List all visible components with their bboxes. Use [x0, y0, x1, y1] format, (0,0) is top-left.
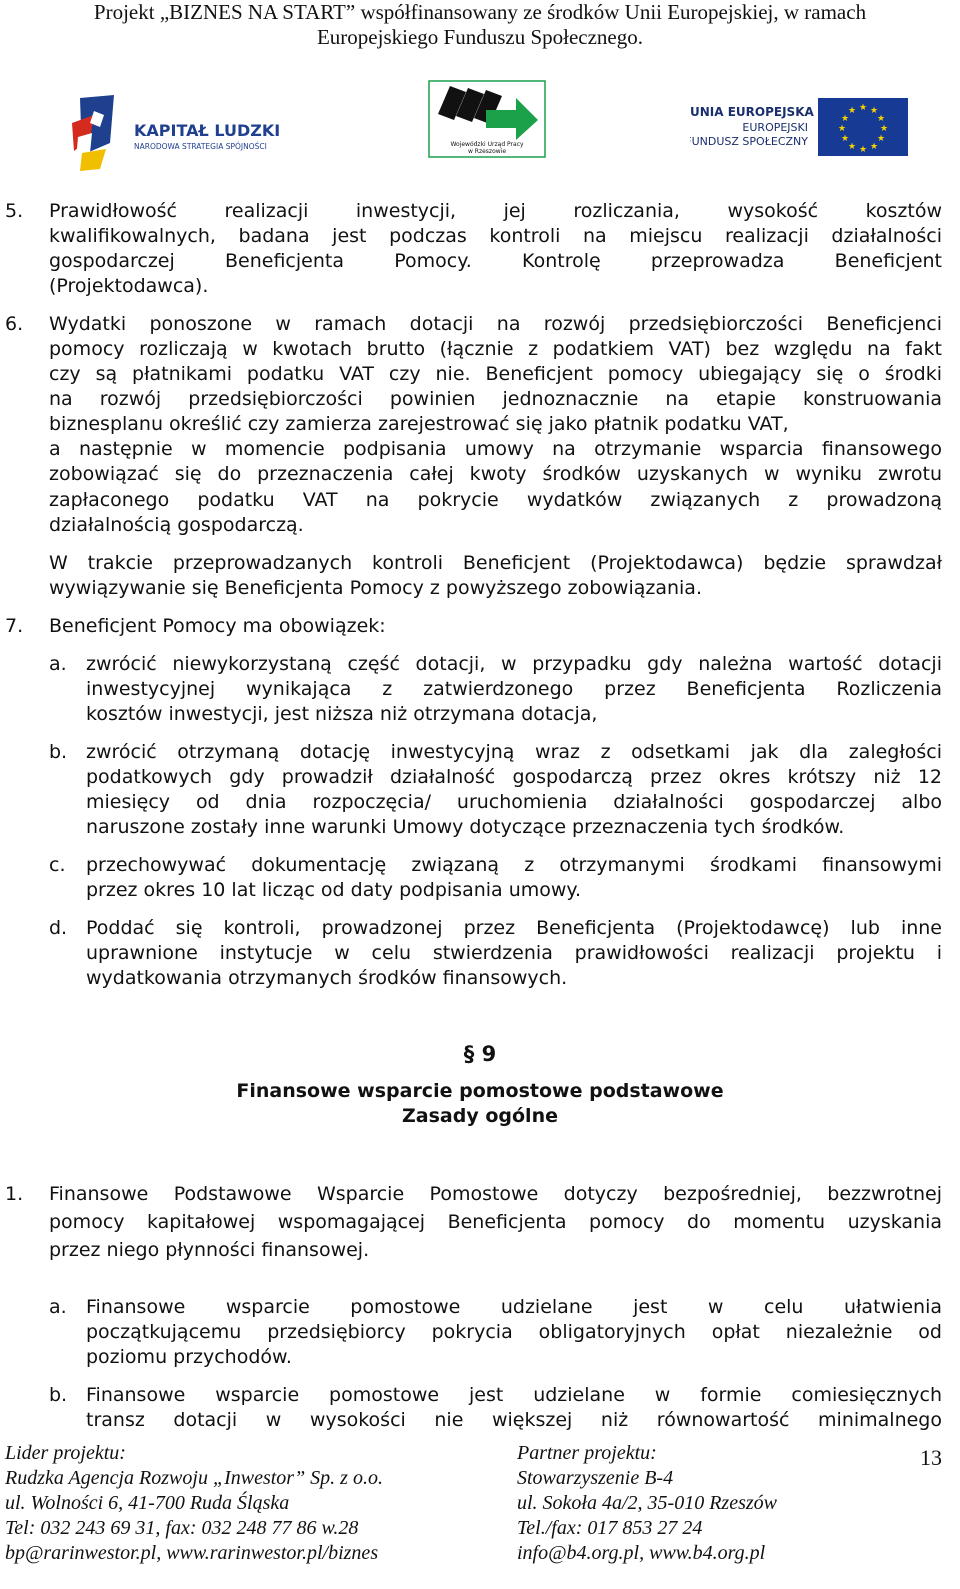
page-number: 13	[920, 1445, 942, 1470]
item-6-line-3: czy są płatnikami podatku VAT czy nie. Beneficjent pomocy ubiegający się o środki	[49, 363, 942, 385]
wup-logo-text-1: Wojewódzki Urząd Pracy	[450, 141, 524, 148]
s9-item-a-line-2: początkującemu przedsiębiorcy pokrycia obligatoryjnych opłat niezależnie od	[86, 1321, 942, 1343]
eu-logo	[690, 98, 920, 158]
s9-item-b-letter: b.	[49, 1384, 68, 1406]
footer-left-line-3: ul. Wolności 6, 41-700 Ruda Śląska	[5, 1492, 290, 1514]
s9-item-1-line-2: pomocy kapitałowej wspomagającej Beneficjenta pomocy do momentu uzyskania	[49, 1211, 942, 1233]
section-mark: § 9	[463, 1042, 497, 1066]
svg-text:★: ★	[858, 145, 868, 155]
item-5-line-3: gospodarczej Beneficjenta Pomocy. Kontrolę przeprowadza Beneficjent	[49, 250, 942, 272]
item-6-number: 6.	[5, 313, 24, 335]
item-7d-line-1: Poddać się kontroli, prowadzonej przez Beneficjenta (Projektodawcę) lub inne	[86, 917, 942, 939]
item-6-line-8: zapłaconego podatku VAT na pokrycie wydatków związanych z prowadzoną	[49, 489, 942, 511]
item-5-line-2: kwalifikowalnych, badana jest podczas kontroli na miejscu realizacji działalności	[49, 225, 942, 247]
footer-right-line-1: Partner projektu:	[517, 1442, 657, 1464]
svg-text:★: ★	[847, 142, 857, 152]
footer-right-line-4: Tel./fax: 017 853 27 24	[517, 1517, 703, 1539]
s9-item-1-line-1: Finansowe Podstawowe Wsparcie Pomostowe dotyczy bezpośredniej, bezzwrotnej	[49, 1183, 942, 1205]
item-7b-line-1: zwrócić otrzymaną dotację inwestycyjną wraz z odsetkami jak dla zaległości	[86, 741, 942, 763]
item-7a-line-2: inwestycyjnej wynikająca z zatwierdzonego przez Beneficjenta Rozliczenia	[86, 678, 942, 700]
footer-right	[517, 1441, 777, 1566]
ue-logo-line-2: EUROPEJSKI	[742, 121, 808, 134]
item-6-note-line-2: wywiązywanie się Beneficjenta Pomocy z powyższego zobowiązania.	[49, 577, 702, 599]
svg-text:★: ★	[840, 114, 850, 124]
s9-item-a-line-1: Finansowe wsparcie pomostowe udzielane jest w celu ułatwienia	[86, 1296, 942, 1318]
wup-rzeszow-logo	[428, 80, 553, 160]
footer-left-line-1: Lider projektu:	[5, 1442, 126, 1464]
item-7b-line-3: miesięcy od dnia rozpoczęcia/ uruchomienia działalności gospodarczej albo	[86, 791, 942, 813]
kl-logo-title: KAPITAŁ LUDZKI	[134, 121, 281, 140]
footer-left	[5, 1441, 383, 1566]
item-7a-letter: a.	[49, 653, 67, 675]
item-6-line-4: na rozwój przedsiębiorczości powinien jednoznacznie na etapie konstruowania	[49, 388, 942, 410]
wup-logo-text-2: w Rzeszowie	[467, 148, 507, 155]
section-title-1: Finansowe wsparcie pomostowe podstawowe	[236, 1080, 724, 1102]
svg-text:★: ★	[858, 103, 868, 113]
s9-item-b-line-1: Finansowe wsparcie pomostowe jest udzielane w formie comiesięcznych	[86, 1384, 942, 1406]
item-6-line-6: a następnie w momencie podpisania umowy na otrzymanie wsparcia finansowego	[49, 438, 942, 460]
item-5-line-1: Prawidłowość realizacji inwestycji, jej rozliczania, wysokość kosztów	[49, 200, 942, 222]
kapital-ludzki-logo	[70, 93, 310, 173]
s9-item-1-line-3: przez niego płynności finansowej.	[49, 1239, 370, 1261]
item-7d-line-2: uprawnione instytucje w celu stwierdzenia prawidłowości realizacji projektu i	[86, 942, 942, 964]
svg-text:★: ★	[847, 106, 857, 116]
header-line-1: Projekt „BIZNES NA START” współfinansowany ze środków Unii Europejskiej, w ramach	[93, 0, 867, 24]
svg-text:★: ★	[879, 124, 889, 134]
svg-text:★: ★	[876, 114, 886, 124]
item-6-line-5: biznesplanu określić czy zamierza zarejestrować się jako płatnik podatku VAT,	[49, 413, 789, 435]
item-5-number: 5.	[5, 200, 24, 222]
footer-left-line-5: bp@rarinwestor.pl, www.rarinwestor.pl/biznes	[5, 1542, 379, 1564]
item-6-line-9: działalnością gospodarczą.	[49, 514, 304, 536]
svg-text:★: ★	[876, 134, 886, 144]
svg-text:★: ★	[840, 134, 850, 144]
s9-item-b-line-2: transz dotacji w wysokości nie większej niż równowartość minimalnego	[86, 1409, 942, 1431]
footer-left-line-2: Rudzka Agencja Rozwoju „Inwestor” Sp. z o.o.	[5, 1467, 383, 1489]
header-line-2: Europejskiego Funduszu Społecznego.	[316, 25, 644, 49]
item-7c-line-1: przechowywać dokumentację związaną z otrzymanymi środkami finansowymi	[86, 854, 942, 876]
footer-left-line-4: Tel: 032 243 69 31, fax: 032 248 77 86 w.28	[5, 1517, 359, 1539]
s9-item-a-line-3: poziomu przychodów.	[86, 1346, 292, 1368]
s9-item-a-letter: a.	[49, 1296, 67, 1318]
item-7-line-1: Beneficjent Pomocy ma obowiązek:	[49, 615, 386, 637]
item-7d-letter: d.	[49, 917, 68, 939]
ue-logo-line-1: UNIA EUROPEJSKA	[690, 105, 814, 119]
item-6-note-line-1: W trakcie przeprowadzanych kontroli Beneficjent (Projektodawca) będzie sprawdzał	[49, 552, 942, 574]
ue-logo-line-3: FUNDUSZ SPOŁECZNY	[690, 135, 808, 148]
footer-right-line-3: ul. Sokoła 4a/2, 35-010 Rzeszów	[517, 1492, 777, 1514]
item-7c-line-2: przez okres 10 lat licząc od daty podpisania umowy.	[86, 879, 582, 901]
item-6-line-2: pomocy rozliczają w kwotach brutto (łącznie z podatkiem VAT) bez względu na fakt	[49, 338, 942, 360]
item-5-line-4: (Projektodawca).	[49, 275, 209, 297]
svg-text:★: ★	[869, 106, 879, 116]
item-7-number: 7.	[5, 615, 24, 637]
item-7b-letter: b.	[49, 741, 68, 763]
item-7b-line-4: naruszone zostały inne warunki Umowy dotyczące przeznaczenia tych środków.	[86, 816, 845, 838]
item-7d-line-3: wydatkowania otrzymanych środków finansowych.	[86, 967, 568, 989]
item-7c-letter: c.	[49, 854, 66, 876]
item-7a-line-3: kosztów inwestycji, jest niższa niż otrzymana dotacja,	[86, 703, 598, 725]
footer-right-line-2: Stowarzyszenie B-4	[517, 1467, 674, 1489]
item-7b-line-2: podatkowych gdy prowadził działalność gospodarczą przez okres krótszy niż 12	[86, 766, 942, 788]
svg-text:★: ★	[837, 124, 847, 134]
section-title-2: Zasady ogólne	[402, 1105, 558, 1127]
kl-logo-subtitle: NARODOWA STRATEGIA SPÓJNOŚCI	[134, 142, 267, 151]
item-6-line-1: Wydatki ponoszone w ramach dotacji na rozwój przedsiębiorczości Beneficjenci	[49, 313, 942, 335]
svg-text:★: ★	[869, 142, 879, 152]
s9-item-1-number: 1.	[5, 1183, 24, 1205]
footer-right-line-5: info@b4.org.pl, www.b4.org.pl	[517, 1542, 766, 1564]
item-7a-line-1: zwrócić niewykorzystaną część dotacji, w przypadku gdy należna wartość dotacji	[86, 653, 942, 675]
item-6-line-7: zobowiązać się do przeznaczenia całej kwoty środków uzyskanych w wyniku zwrotu	[49, 463, 942, 485]
